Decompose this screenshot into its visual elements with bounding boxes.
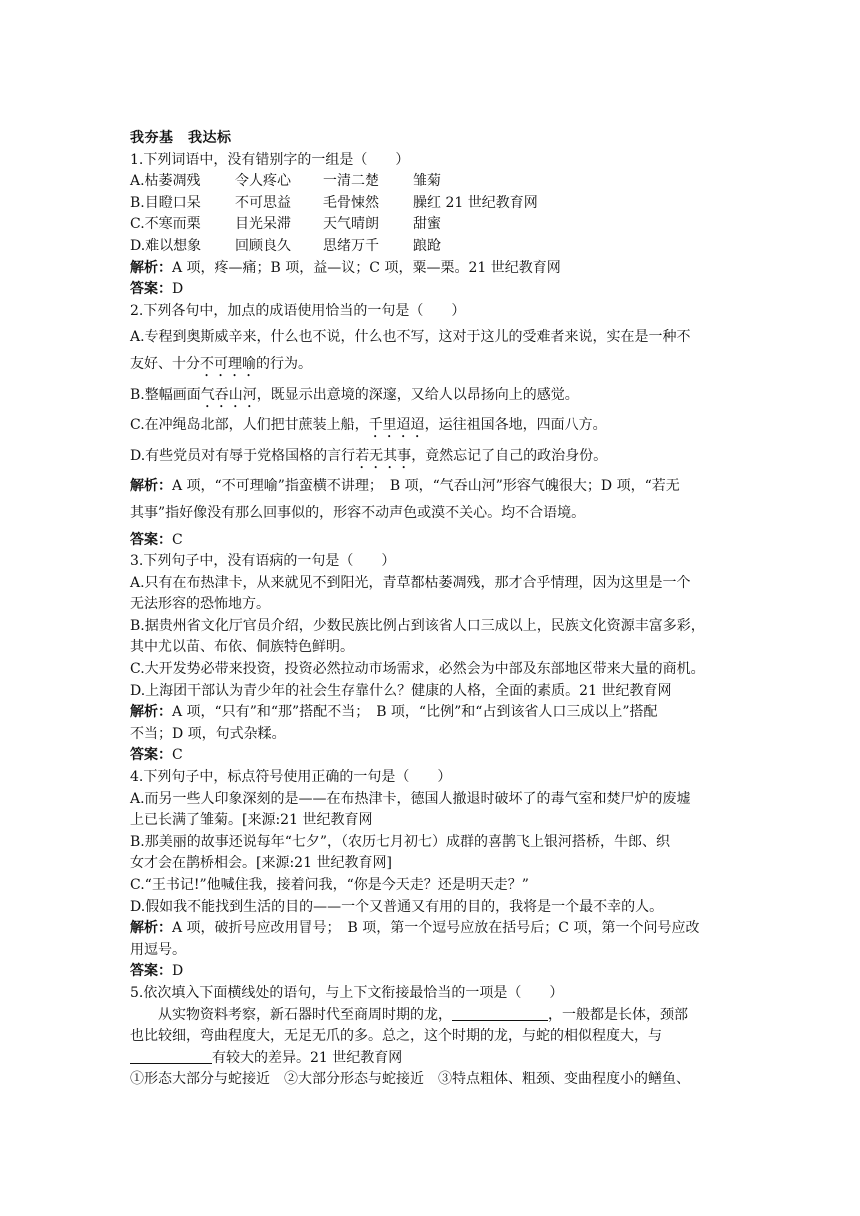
emphasized-idiom: 若无其事 bbox=[355, 447, 412, 464]
q3-option-c: C.大开发势必带来投资，投资必然拉动市场需求，必然会为中部及东部地区带来大量的商机。 bbox=[130, 661, 705, 678]
q3-option-b-line2: 其中尤以苗、布依、侗族特色鲜明。 bbox=[130, 639, 354, 656]
q2-option-c: C.在冲绳岛北部，人们把甘蔗装上船，千里迢迢，运往祖国各地，四面八方。 bbox=[130, 417, 607, 434]
q5-stem: 5.依次填入下面横线处的语句，与上下文衔接最恰当的一项是（ ） bbox=[130, 984, 564, 1001]
q2-answer: 答案：C bbox=[130, 531, 183, 548]
q4-option-c: C.“王书记!”他喊住我，接着问我，“你是今天走？还是明天走？” bbox=[130, 877, 529, 893]
q3-answer: 答案：C bbox=[130, 747, 183, 764]
q3-stem: 3.下列句子中，没有语病的一句是（ ） bbox=[130, 553, 396, 570]
q3-option-a-line2: 无法形容的恐怖地方。 bbox=[130, 596, 270, 613]
q2-option-a-line2: 友好、十分不可理喻的行为。 bbox=[130, 355, 312, 372]
q3-option-d: D.上海团干部认为青少年的社会生存靠什么？健康的人格，全面的素质。21 世纪教育网 bbox=[130, 682, 672, 699]
q4-option-a-line1: A.而另一些人印象深刻的是——在布热津卡，德国人撤退时破坏了的毒气室和焚尸炉的废墟 bbox=[130, 790, 691, 807]
q3-analysis-line2: 不当；D 项，句式杂糅。 bbox=[130, 725, 286, 742]
emphasized-idiom: 气吞山河 bbox=[200, 386, 257, 403]
document-body bbox=[130, 128, 740, 1091]
q2-stem: 2.下列各句中，加点的成语使用恰当的一句是（ ） bbox=[130, 302, 466, 319]
fill-blank-1 bbox=[452, 1006, 548, 1021]
q1-option-c: C.不寒而栗 目光呆滞 天气晴朗 甜蜜 bbox=[130, 216, 441, 233]
q2-analysis-line1: 解析：A 项，“不可理喻”指蛮横不讲理； B 项，“气吞山河”形容气魄很大；D 项，“若无 bbox=[130, 478, 680, 495]
q1-analysis: 解析：A 项，疼—痛；B 项，益—议；C 项，粟—栗。21 世纪教育网 bbox=[130, 259, 561, 276]
q1-stem: 1.下列词语中，没有错别字的一组是（ ） bbox=[130, 151, 410, 168]
q2-analysis-line2: 其事”指好像没有那么回事似的，形容不动声色或漠不关心。均不合语境。 bbox=[130, 504, 586, 521]
q4-answer: 答案：D bbox=[130, 963, 184, 980]
q1-option-b: B.目瞪口呆 不可思益 毛骨悚然 臊红 21 世纪教育网 bbox=[130, 194, 538, 211]
emphasized-idiom: 不可理喻 bbox=[200, 355, 256, 372]
q5-options-line: ①形态大部分与蛇接近 ②大部分形态与蛇接近 ③特点粗体、粗颈、变曲程度小的鳝鱼、 bbox=[130, 1071, 690, 1088]
q4-option-a-line2: 上已长满了雏菊。[来源:21 世纪教育网 bbox=[130, 812, 373, 829]
q4-analysis-line2: 用逗号。 bbox=[130, 941, 186, 958]
q3-option-a-line1: A.只有在布热津卡，从来就见不到阳光，青草都枯萎凋残，那才合乎情理，因为这里是一个 bbox=[130, 574, 691, 591]
q4-option-d: D.假如我不能找到生活的目的——一个又普通又有用的目的，我将是一个最不幸的人。 bbox=[130, 898, 664, 915]
q4-option-b-line2: 女才会在鹊桥相会。[来源:21 世纪教育网] bbox=[130, 855, 392, 872]
q1-option-d: D.难以想象 回顾良久 思绪万千 踉跄 bbox=[130, 237, 441, 254]
q2-option-d: D.有些党员对有辱于党格国格的言行若无其事，竟然忘记了自己的政治身份。 bbox=[130, 447, 608, 464]
q5-passage-line1: 从实物资料考察，新石器时代至商周时期的龙， ，一般都是长体，颈部 bbox=[158, 1006, 688, 1023]
section-heading: 我夯基 我达标 bbox=[130, 130, 232, 146]
q4-analysis-line1: 解析：A 项，破折号应改用冒号； B 项，第一个逗号应放在括号后；C 项，第一个问号应改 bbox=[130, 920, 700, 937]
fill-blank-2 bbox=[130, 1049, 212, 1064]
q1-option-a: A.枯萎凋残 令人疼心 一清二楚 雏菊 bbox=[130, 173, 441, 190]
q1-answer: 答案：D bbox=[130, 281, 184, 298]
q5-passage-line3: 有较大的差异。21 世纪教育网 bbox=[130, 1048, 740, 1070]
q5-passage-line2: 也比较细，弯曲程度大，无足无爪的多。总之，这个时期的龙，与蛇的相似程度大，与 bbox=[130, 1028, 662, 1045]
q3-option-b-line1: B.据贵州省文化厅官员介绍，少数民族比例占到该省人口三成以上，民族文化资源丰富多彩， bbox=[130, 617, 705, 634]
q4-option-b-line1: B.那美丽的故事还说每年“七夕”，（农历七月初七）成群的喜鹊飞上银河搭桥，牛郎、织 bbox=[130, 833, 671, 850]
q2-option-a-line1: A.专程到奥斯威辛来，什么也不说，什么也不写，这对于这儿的受难者来说，实在是一种不 bbox=[130, 329, 691, 346]
q4-stem: 4.下列句子中，标点符号使用正确的一句是（ ） bbox=[130, 769, 452, 786]
q3-analysis-line1: 解析：A 项，“只有”和“那”搭配不当； B 项，“比例”和“占到该省人口三成以上”搭配 bbox=[130, 704, 658, 721]
q2-option-b: B.整幅画面气吞山河，既显示出意境的深邃，又给人以昂扬向上的感觉。 bbox=[130, 386, 579, 403]
emphasized-idiom: 千里迢迢 bbox=[368, 417, 425, 434]
